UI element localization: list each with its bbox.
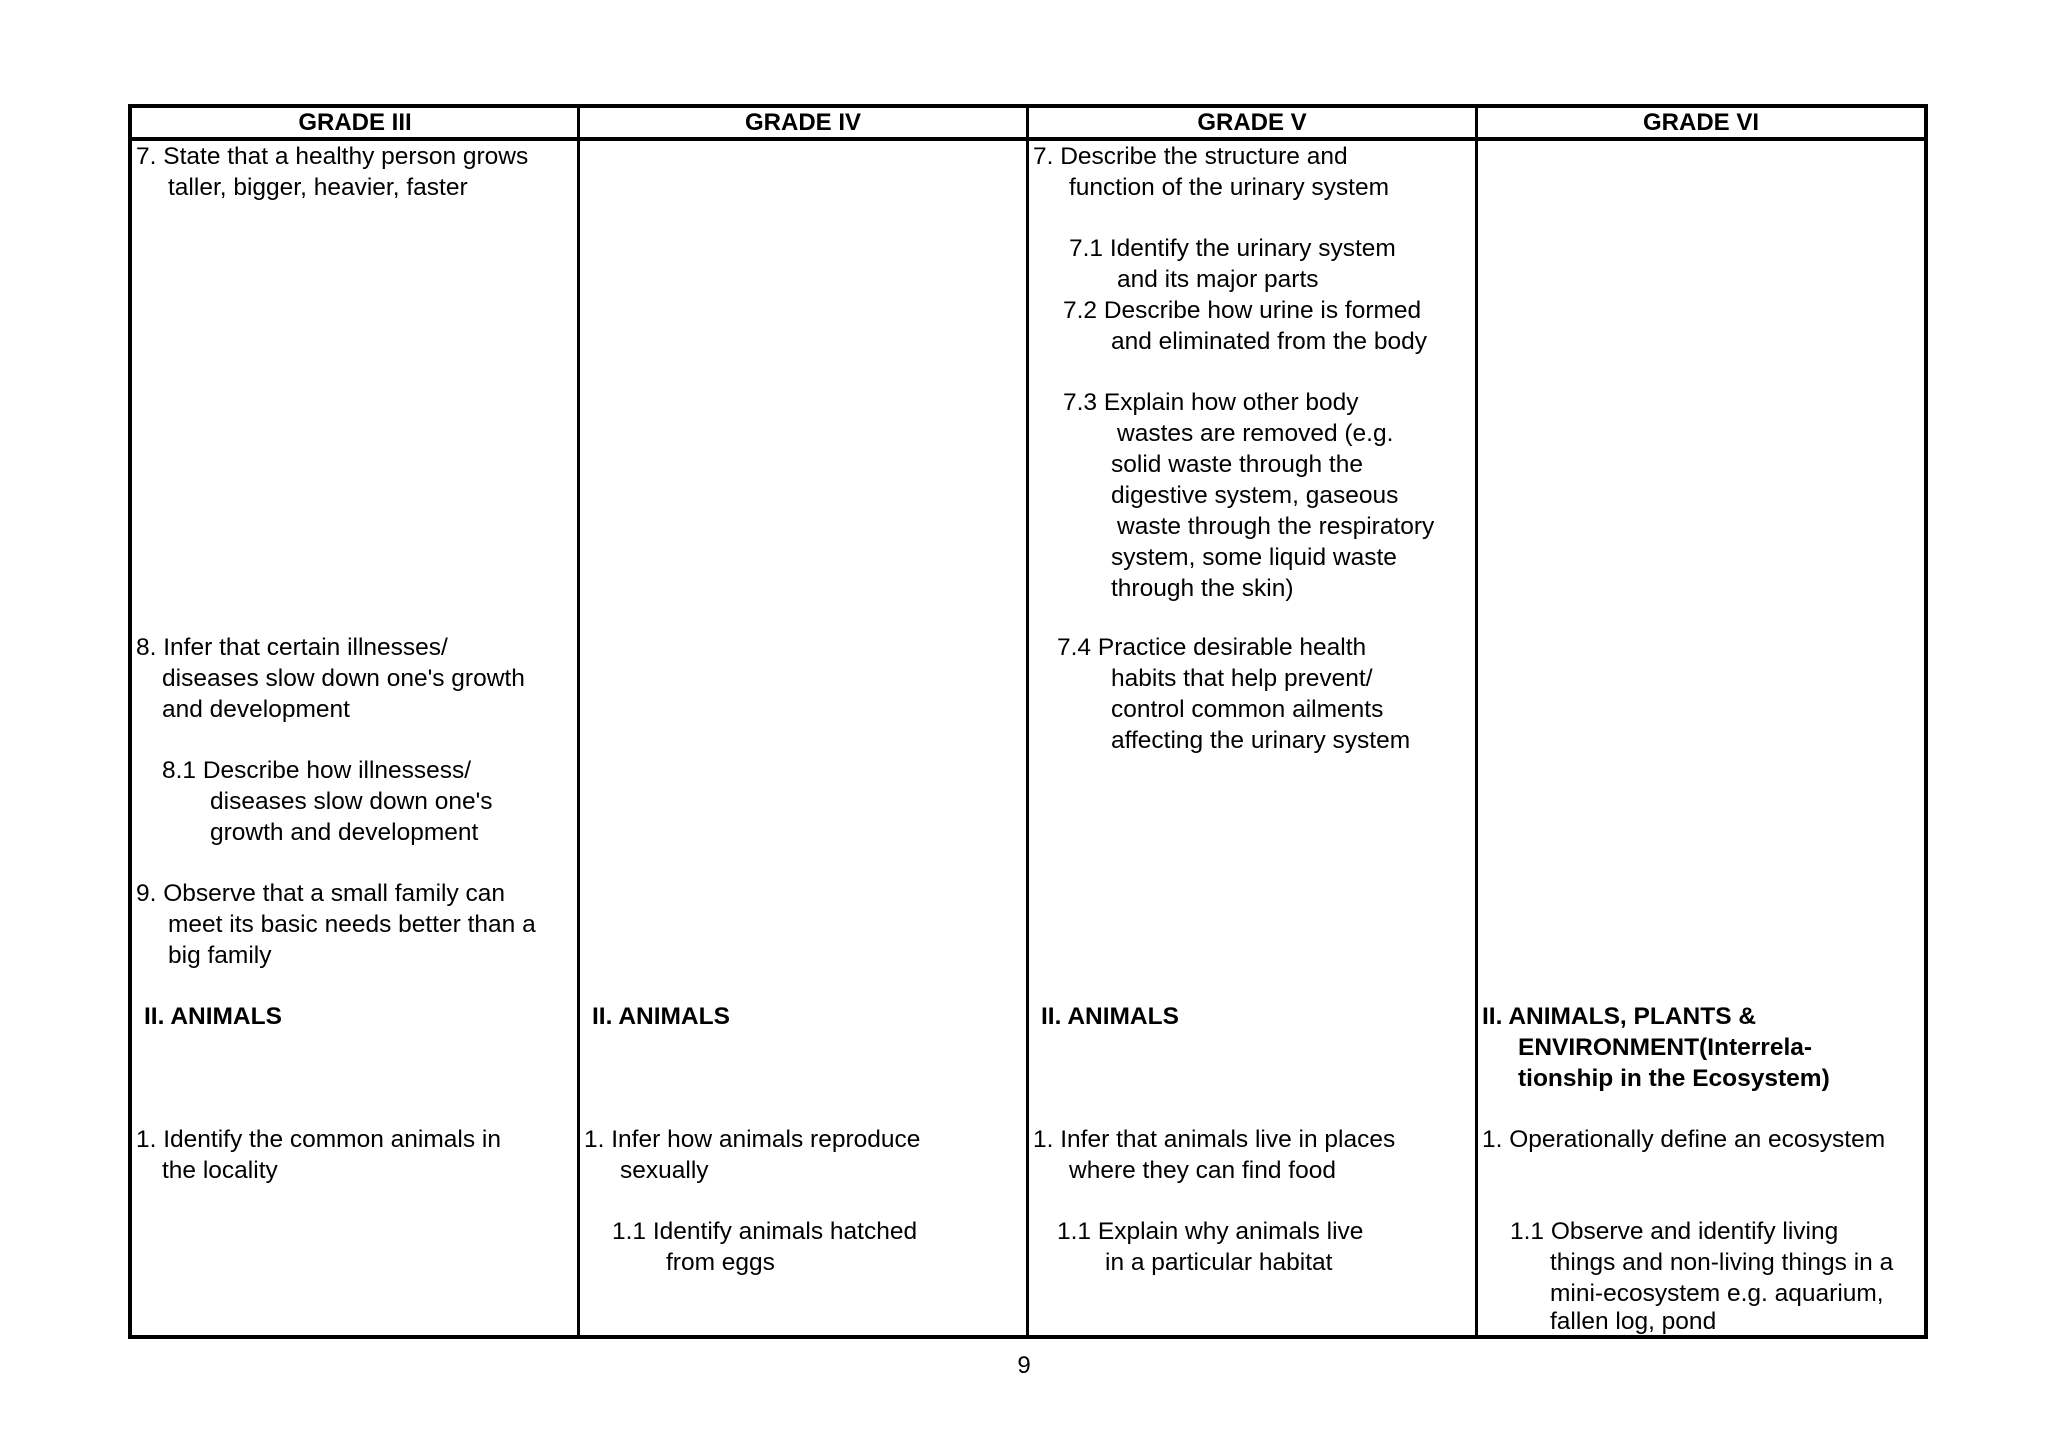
ecosystem-objective-1-1-line: things and non-living things in a [1550, 1249, 1894, 1276]
section-heading-ecosystem: ENVIRONMENT(Interrela- [1518, 1034, 1813, 1061]
section-heading-animals: II. ANIMALS [592, 1003, 730, 1030]
objective-7-3-line: waste through the respiratory [1117, 513, 1435, 540]
animals-objective-1-line: where they can find food [1069, 1157, 1336, 1184]
objective-7-line: 7. Describe the structure and [1033, 143, 1348, 170]
objective-7-3-line: 7.3 Explain how other body [1063, 389, 1359, 416]
objective-9-line: big family [168, 942, 272, 969]
objective-7-3-line: system, some liquid waste [1111, 544, 1397, 571]
header-grade-vi: GRADE VI [1642, 109, 1759, 136]
header-grade-iii: GRADE III [298, 109, 412, 136]
animals-objective-1-1-line: 1.1 Identify animals hatched [612, 1218, 918, 1245]
column-grade-v [1029, 141, 1475, 1335]
objective-7-4-line: control common ailments [1111, 696, 1384, 723]
objective-7-1-line: and its major parts [1117, 266, 1319, 293]
objective-7-4-line: affecting the urinary system [1111, 727, 1411, 754]
ecosystem-objective-1-1-line: fallen log, pond [1550, 1308, 1717, 1335]
ecosystem-objective-1-line: 1. Operationally define an ecosystem [1482, 1126, 1886, 1153]
objective-7-2-line: and eliminated from the body [1111, 328, 1427, 355]
ecosystem-objective-1-1-line: 1.1 Observe and identify living [1510, 1218, 1839, 1245]
animals-objective-1-1-line: from eggs [666, 1249, 775, 1276]
section-heading-ecosystem: tionship in the Ecosystem) [1518, 1065, 1830, 1092]
objective-9-line: meet its basic needs better than a [168, 911, 536, 938]
animals-objective-1-1-line: in a particular habitat [1105, 1249, 1333, 1276]
column-grade-vi [1478, 141, 1924, 1335]
header-grade-v: GRADE V [1197, 109, 1307, 136]
animals-objective-1-1-line: 1.1 Explain why animals live [1057, 1218, 1364, 1245]
curriculum-table [128, 104, 1928, 1339]
objective-8-line: and development [162, 696, 350, 723]
objective-7-3-line: through the skin) [1111, 575, 1294, 602]
column-grade-iii [132, 141, 577, 1335]
section-heading-ecosystem: II. ANIMALS, PLANTS & [1482, 1003, 1757, 1030]
objective-7-3-line: wastes are removed (e.g. [1117, 420, 1394, 447]
animals-objective-1-line: sexually [620, 1157, 709, 1184]
objective-7-3-line: digestive system, gaseous [1111, 482, 1399, 509]
objective-9-line: 9. Observe that a small family can [136, 880, 506, 907]
objective-8-1-line: 8.1 Describe how illnessess/ [162, 757, 472, 784]
animals-objective-1-line: 1. Infer how animals reproduce [584, 1126, 921, 1153]
objective-8-line: diseases slow down one's growth [162, 665, 525, 692]
objective-7-line: taller, bigger, heavier, faster [168, 174, 468, 201]
objective-7-4-line: habits that help prevent/ [1111, 665, 1373, 692]
section-heading-animals: II. ANIMALS [144, 1003, 282, 1030]
section-heading-animals: II. ANIMALS [1041, 1003, 1179, 1030]
ecosystem-objective-1-1-line: mini-ecosystem e.g. aquarium, [1550, 1280, 1884, 1307]
objective-8-line: 8. Infer that certain illnesses/ [136, 634, 448, 661]
objective-7-line: 7. State that a healthy person grows [136, 143, 529, 170]
objective-7-3-line: solid waste through the [1111, 451, 1363, 478]
column-grade-iv [580, 141, 1026, 1335]
animals-objective-1-line: 1. Identify the common animals in [136, 1126, 501, 1153]
objective-8-1-line: diseases slow down one's [210, 788, 493, 815]
page-number: 9 [1017, 1352, 1031, 1379]
animals-objective-1-line: the locality [162, 1157, 278, 1184]
objective-7-1-line: 7.1 Identify the urinary system [1069, 235, 1396, 262]
header-grade-iv: GRADE IV [744, 109, 861, 136]
objective-7-4-line: 7.4 Practice desirable health [1057, 634, 1367, 661]
objective-7-line: function of the urinary system [1069, 174, 1390, 201]
objective-8-1-line: growth and development [210, 819, 479, 846]
animals-objective-1-line: 1. Infer that animals live in places [1033, 1126, 1396, 1153]
objective-7-2-line: 7.2 Describe how urine is formed [1063, 297, 1422, 324]
